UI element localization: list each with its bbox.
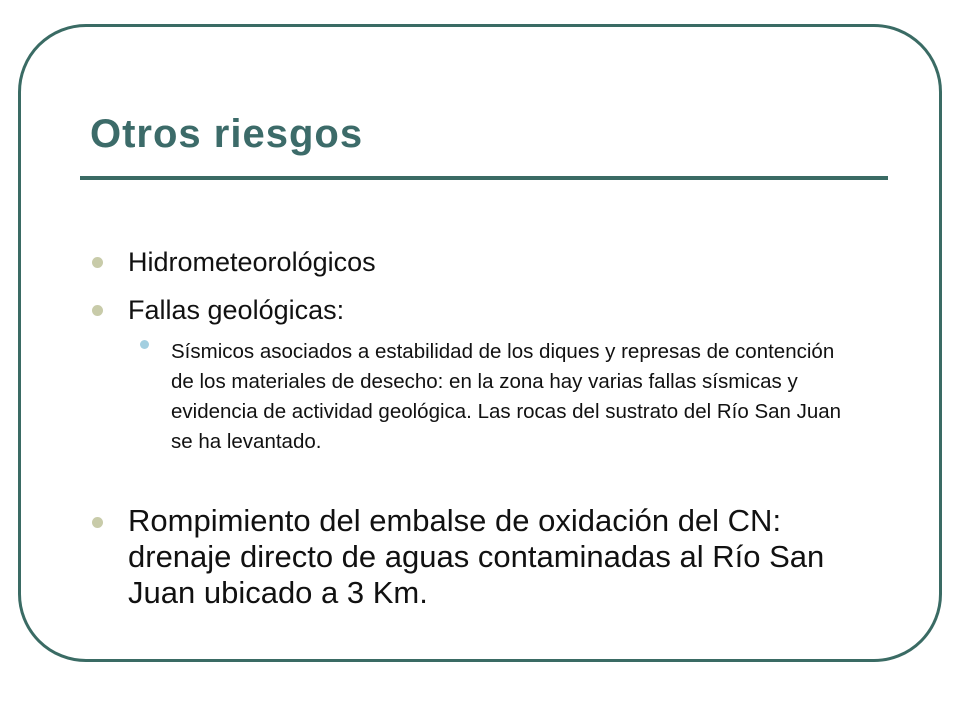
bullet-dot-icon xyxy=(92,517,103,528)
sub-bullet-text: Sísmicos asociados a estabilidad de los diques y represas de contención de los materiales de desecho: en la zona hay varias fallas sísmicas y evidencia de actividad geológica. Las rocas del sustrato del Río San Juan se ha levantado. xyxy=(171,340,842,453)
bullet-text: Fallas geológicas: xyxy=(128,295,345,325)
bullet-item-fallas-geologicas xyxy=(128,293,344,327)
bullet-item-hidrometeorologicos xyxy=(128,245,376,279)
sub-bullet-item-sismicos xyxy=(171,337,851,457)
sub-bullet-dot-icon xyxy=(140,340,149,349)
bullet-text: Hidrometeorológicos xyxy=(128,247,376,277)
bullet-item-rompimiento-embalse xyxy=(128,503,888,611)
bullet-text: Rompimiento del embalse de oxidación del CN: drenaje directo de aguas contaminadas al Río San Juan ubicado a 3 Km. xyxy=(128,503,825,610)
bullet-dot-icon xyxy=(92,305,103,316)
bullet-dot-icon xyxy=(92,257,103,268)
slide-title: Otros riesgos xyxy=(90,112,364,156)
